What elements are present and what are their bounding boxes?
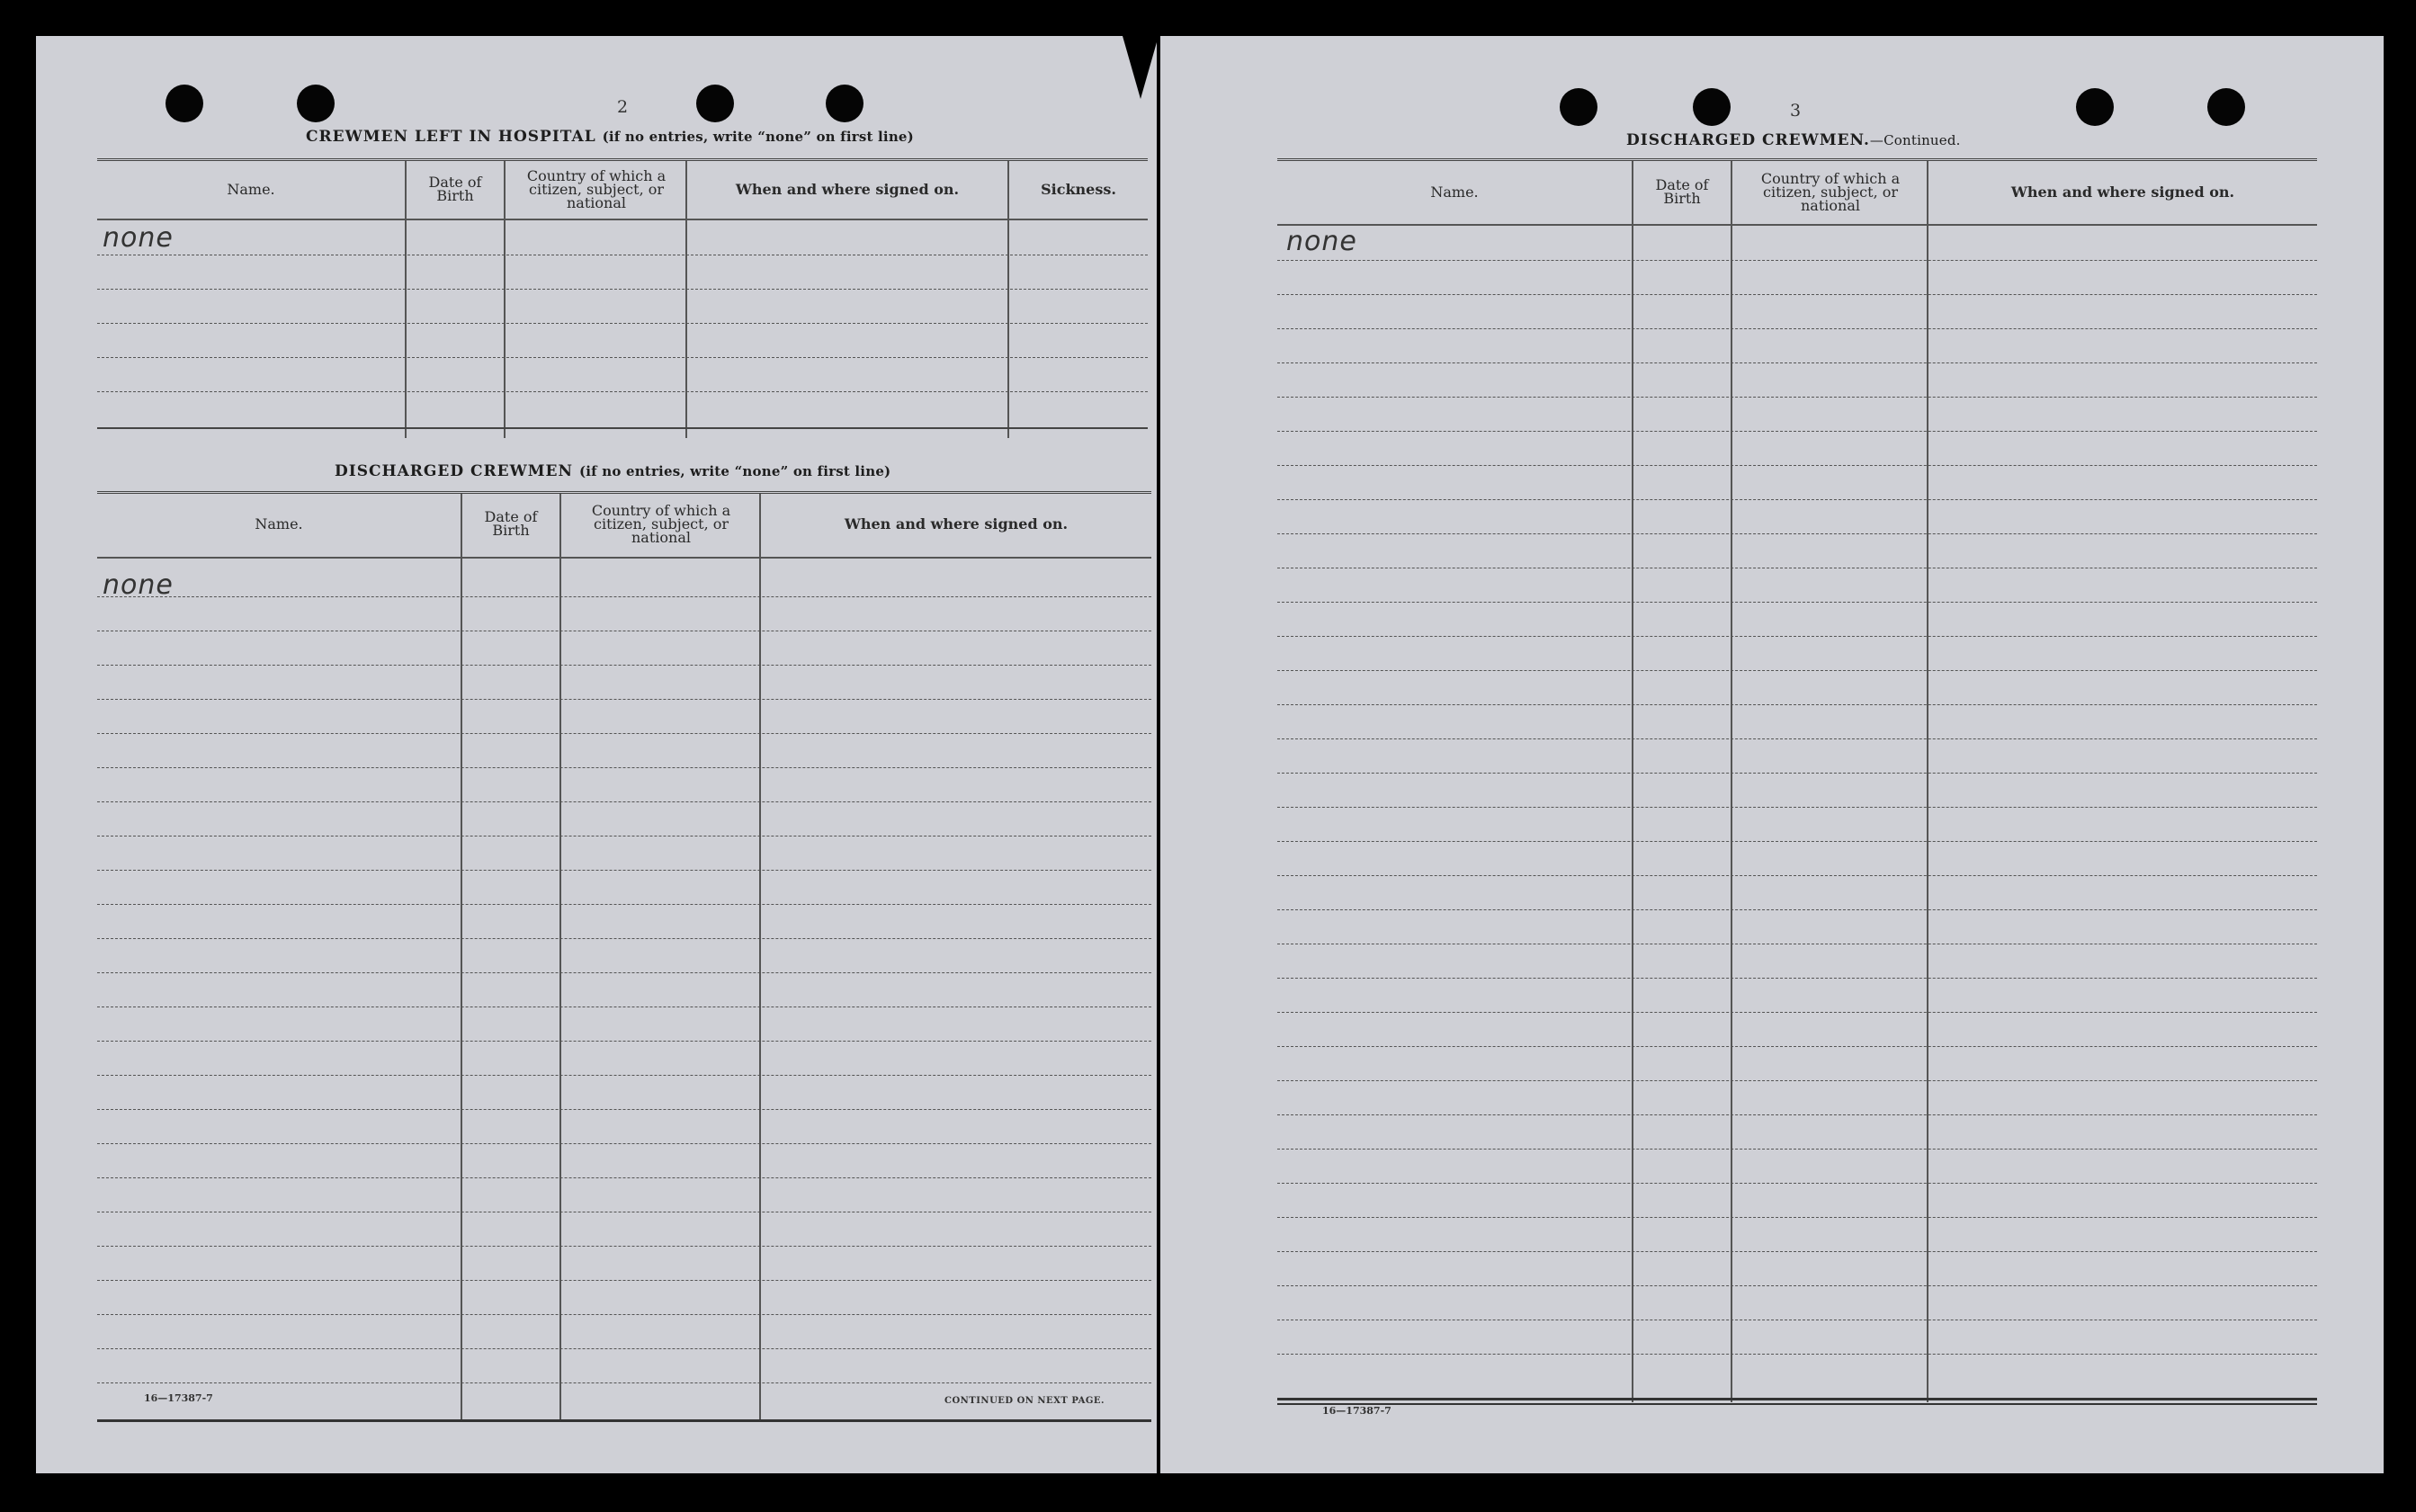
col-header-dob: Date of Birth	[428, 174, 482, 204]
discharged-table	[97, 491, 1151, 1422]
punch-hole	[696, 85, 734, 122]
hospital-section-title: CREWMEN LEFT IN HOSPITAL (if no entries, write “none” on first line)	[306, 128, 914, 146]
discharged-section-title: DISCHARGED CREWMEN (if no entries, write “none” on first line)	[335, 462, 891, 480]
punch-hole	[297, 85, 335, 122]
punch-hole	[166, 85, 203, 122]
col-header-sickness: Sickness.	[1041, 180, 1116, 198]
col-header-country: Country of which a citizen, subject, or national	[526, 166, 667, 211]
form-code: 16—17387-7	[1322, 1405, 1391, 1417]
handwritten-entry: none	[103, 569, 174, 601]
handwritten-entry: none	[103, 222, 174, 254]
col-header-dob: Date of Birth	[1655, 176, 1709, 207]
left-page	[36, 36, 1157, 1473]
hospital-table	[97, 158, 1148, 438]
col-header-name: Name.	[1430, 183, 1479, 201]
punch-hole	[826, 85, 863, 122]
col-header-dob: Date of Birth	[484, 508, 538, 539]
col-header-signed: When and where signed on.	[844, 514, 1069, 532]
page-number: 3	[1790, 101, 1802, 121]
right-page	[1160, 36, 2384, 1473]
page-tear	[1123, 36, 1159, 99]
punch-hole	[1693, 88, 1731, 126]
discharged-continued-table	[1277, 158, 2317, 1402]
col-header-country: Country of which a citizen, subject, or national	[1760, 169, 1901, 214]
col-header-signed: When and where signed on.	[735, 180, 960, 198]
form-code: 16—17387-7	[144, 1392, 213, 1404]
handwritten-entry: none	[1286, 226, 1357, 257]
col-header-country: Country of which a citizen, subject, or national	[591, 501, 731, 546]
discharged-continued-title: DISCHARGED CREWMEN.—Continued.	[1626, 131, 1961, 149]
col-header-signed: When and where signed on.	[2010, 183, 2235, 201]
punch-hole	[2076, 88, 2114, 126]
continued-note: CONTINUED ON NEXT PAGE.	[944, 1396, 1105, 1406]
page-number: 2	[617, 97, 629, 117]
punch-hole	[1560, 88, 1597, 126]
col-header-name: Name.	[255, 514, 303, 532]
col-header-name: Name.	[227, 180, 275, 198]
punch-hole	[2207, 88, 2245, 126]
